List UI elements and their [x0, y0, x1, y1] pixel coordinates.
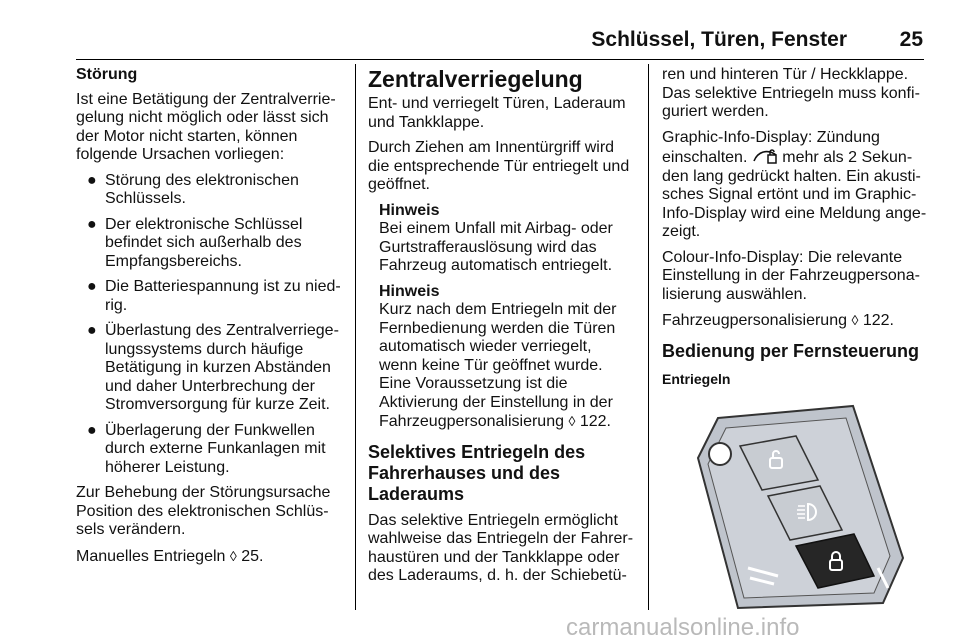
column-divider-1 [355, 64, 356, 610]
paragraph: Colour-Info-Display: Die relevante Einstellung in der Fahrzeugpersonalisierung auswählen. [662, 248, 920, 303]
reference-page[interactable]: 122. [579, 413, 611, 430]
reference-page[interactable]: 25 [241, 547, 260, 565]
subsection-heading-entriegeln: Entriegeln [662, 370, 731, 387]
column-divider-2 [648, 64, 649, 610]
reference-page[interactable]: 122. [862, 312, 894, 329]
list-item: ● Überlagerung der Funkwellen durch externe Funkanlagen mit höherer Leistung. [87, 421, 326, 476]
paragraph: Graphic-Info-Display: Zündung einschalten. mehr als 2 Sekunden lang gedrückt halten. Ein akustisches Signal ertönt und im Graphic-Info-Display wird eine Meldung angezeigt. [662, 128, 927, 240]
reference-arrow-icon: ◊ [851, 312, 859, 328]
paragraph: Ent- und verriegelt Türen, Laderaum und Tankklappe. [368, 95, 626, 131]
intro-paragraph: Ist eine Betätigung der Zentralverriegelung nicht möglich oder lässt sich der Motor nicht starten, können folgende Ursachen vorliegen: [76, 90, 336, 163]
reference-arrow-icon: ◊ [229, 547, 237, 564]
list-item: ● Der elektronische Schlüssel befindet sich außerhalb des Empfangsbereichs. [87, 215, 303, 270]
remedy-paragraph: Zur Behebung der Störungsursache Position des elektronischen Schlüssels verändern. [76, 484, 331, 538]
bullet-icon: ● [87, 421, 97, 439]
header-title: Schlüssel, Türen, Fenster [591, 28, 847, 51]
note-title: Hinweis [379, 282, 440, 300]
unlock-icon [752, 147, 778, 165]
list-item: ● Störung des elektronischen Schlüssels. [87, 171, 299, 207]
section-heading-stoerung: Störung [76, 66, 138, 83]
section-heading-zentralverriegelung: Zentralverriegelung [368, 66, 583, 92]
list-item: ● Die Batteriespannung ist zu niedrig. [87, 278, 341, 314]
page-number: 25 [899, 28, 923, 51]
header-rule [76, 59, 924, 60]
bullet-icon: ● [87, 322, 97, 339]
reference-arrow-icon: ◊ [568, 413, 576, 429]
subsection-heading-selective-unlock: Selektives Entriegeln des Fahrerhauses und des Laderaums [368, 441, 586, 504]
paragraph: ren und hinteren Tür / Heckklappe. Das selektive Entriegeln muss konfiguriert werden. [662, 66, 920, 120]
personalisation-reference[interactable]: Fahrzeugpersonalisierung ◊ 122. [662, 312, 894, 329]
bullet-icon: ● [87, 171, 97, 189]
column-3 [662, 66, 928, 398]
bullet-icon: ● [87, 215, 97, 233]
page-header [0, 0, 960, 60]
cause-list [76, 172, 344, 478]
column-2 [368, 66, 634, 593]
list-item: ● Überlastung des Zentralverriegelungssystems durch häufige Betätigung in kurzen Abständen und daher Unterbrechung der Stromversorgung für kurze Zeit. [87, 322, 339, 413]
bullet-icon: ● [87, 278, 97, 295]
section-heading-remote: Bedienung per Fernsteuerung [662, 340, 920, 361]
key-fob-icon [678, 398, 932, 612]
column-1 [76, 66, 344, 573]
paragraph: Das selektive Entriegeln ermöglicht wahlweise das Entriegeln der Fahrerhaustüren und der Tankklappe oder des Laderaums, d. h. der Schiebetü- [368, 511, 634, 584]
paragraph: Durch Ziehen am Innentürgriff wird die entsprechende Tür entriegelt und geöffnet. [368, 139, 630, 193]
note-title: Hinweis [379, 201, 440, 219]
manual-unlock-reference[interactable]: Manuelles Entriegeln ◊ 25. [76, 547, 264, 565]
note-box [368, 283, 634, 432]
release-button-icon [709, 443, 731, 465]
note-text: Kurz nach dem Entriegeln mit der Fernbedienung werden die Türen automatisch wieder verriegelt, wenn keine Tür geöffnet wurde. Eine Voraussetzung ist die Aktivierung der Einstellung in der Fahrzeugpersonalisierung ◊ 122. [379, 301, 617, 430]
watermark: carmanualsonline.info [566, 614, 800, 641]
note-box [368, 202, 634, 276]
note-text: Bei einem Unfall mit Airbag- oder Gurtstrafferauslösung wird das Fahrzeug automatisch entriegelt. [379, 220, 613, 274]
